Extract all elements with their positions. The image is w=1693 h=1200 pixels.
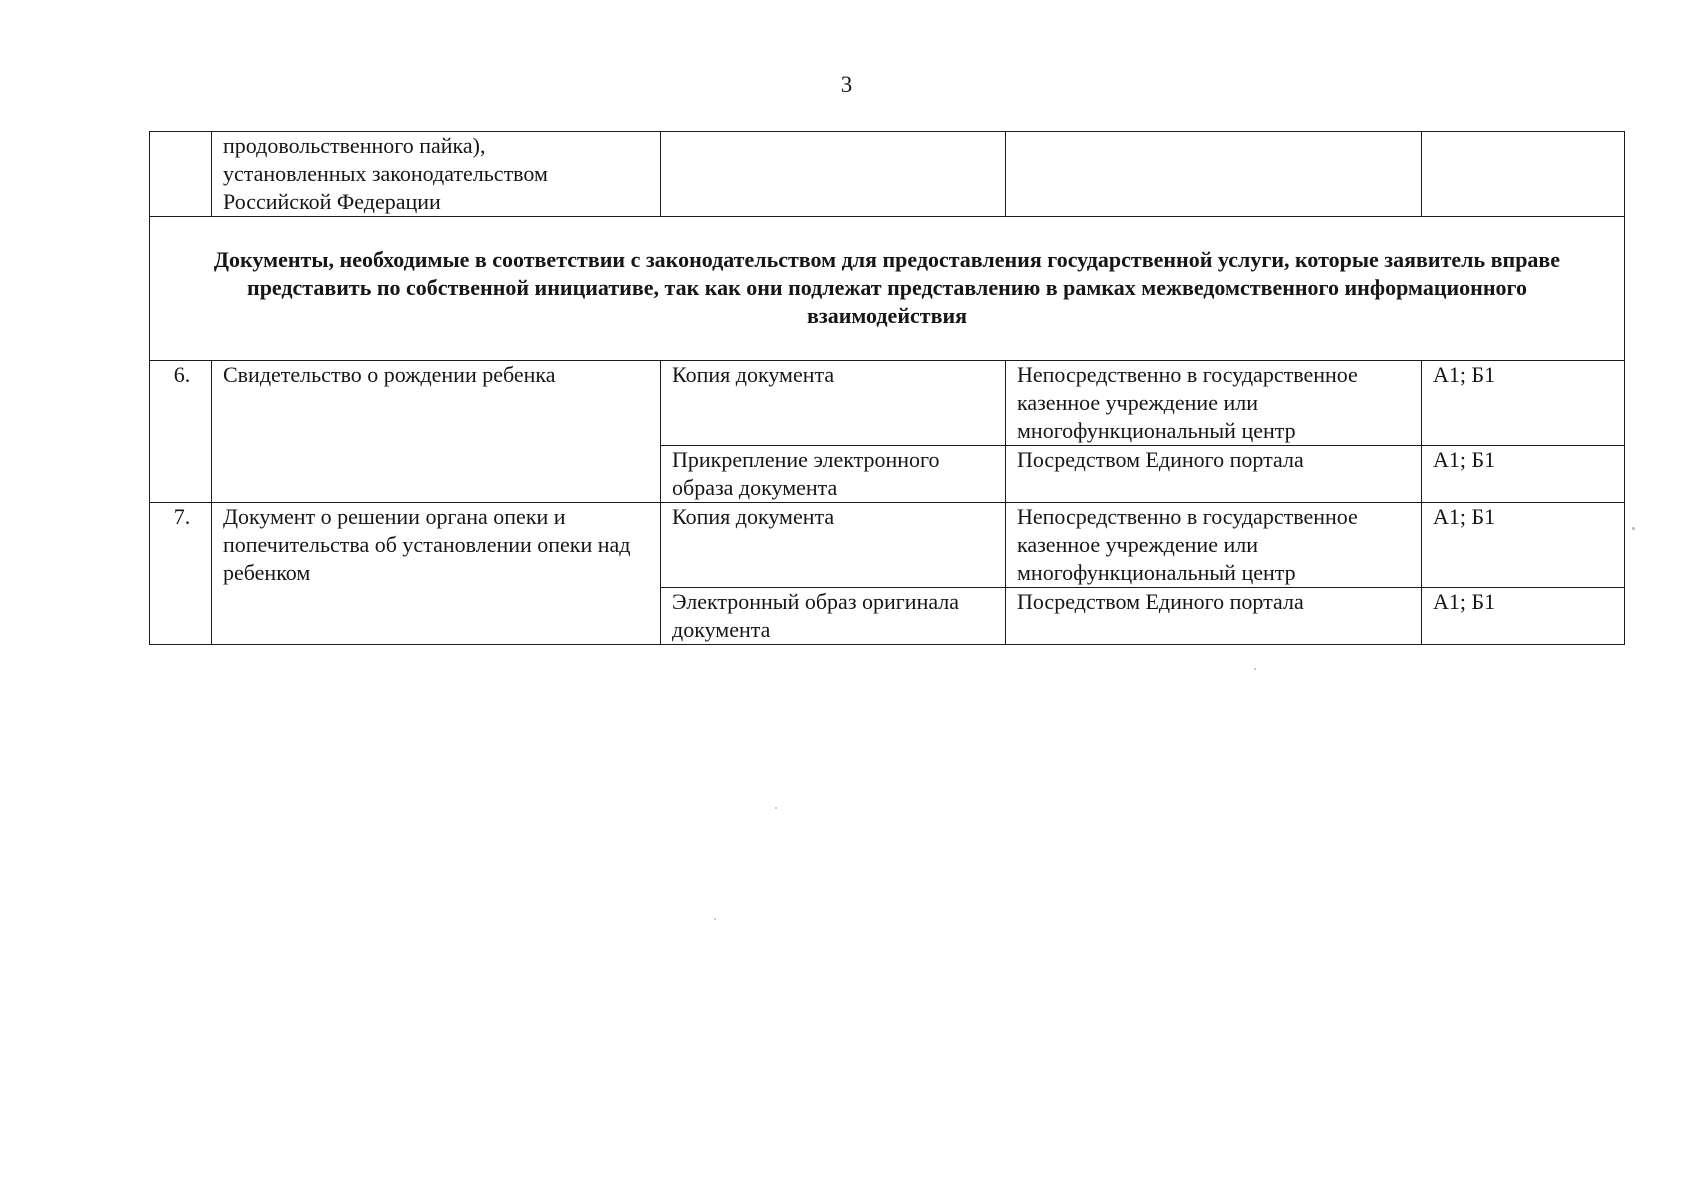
scan-speck [714,918,716,920]
row-number-cell [150,132,212,217]
document-form-cell [661,132,1006,217]
code-cell [1422,132,1625,217]
submission-method-cell [1006,132,1422,217]
code-cell: А1; Б1 [1422,446,1625,503]
row-number-cell: 6. [150,361,212,503]
row-number-cell: 7. [150,503,212,645]
document-name-cell: Свидетельство о рождении ребенка [212,361,661,503]
table-row [150,503,1625,588]
scan-speck [1632,527,1635,530]
table-row-continuation [150,132,1625,217]
code-cell: А1; Б1 [1422,503,1625,588]
section-heading-row [150,217,1625,361]
submission-method-cell: Посредством Единого портала [1006,588,1422,645]
document-name-text: продовольственного пайка), установленных законодательством Российской Федерации [223,133,548,214]
scan-speck [1254,668,1256,670]
document-form-cell: Копия документа [661,361,1006,446]
submission-method-cell: Непосредственно в государственное казенное учреждение или многофункциональный центр [1006,503,1422,588]
code-cell: А1; Б1 [1422,588,1625,645]
document-form-cell: Электронный образ оригинала документа [661,588,1006,645]
code-cell: А1; Б1 [1422,361,1625,446]
document-name-cell [212,132,661,217]
scan-speck [775,807,777,809]
submission-method-cell: Посредством Единого портала [1006,446,1422,503]
page-number: 3 [840,72,853,97]
documents-table [149,131,1625,645]
document-form-cell: Прикрепление электронного образа документа [661,446,1006,503]
document-name-cell: Документ о решении органа опеки и попечительства об установлении опеки над ребенком [212,503,661,645]
section-heading: Документы, необходимые в соответствии с законодательством для предоставления государственной услуги, которые заявитель вправе представить по собственной инициативе, так как они подлежат представлению в рамках межведомственного информационного взаимодействия [150,217,1625,361]
document-form-cell: Копия документа [661,503,1006,588]
submission-method-cell: Непосредственно в государственное казенное учреждение или многофункциональный центр [1006,361,1422,446]
table-row [150,361,1625,446]
